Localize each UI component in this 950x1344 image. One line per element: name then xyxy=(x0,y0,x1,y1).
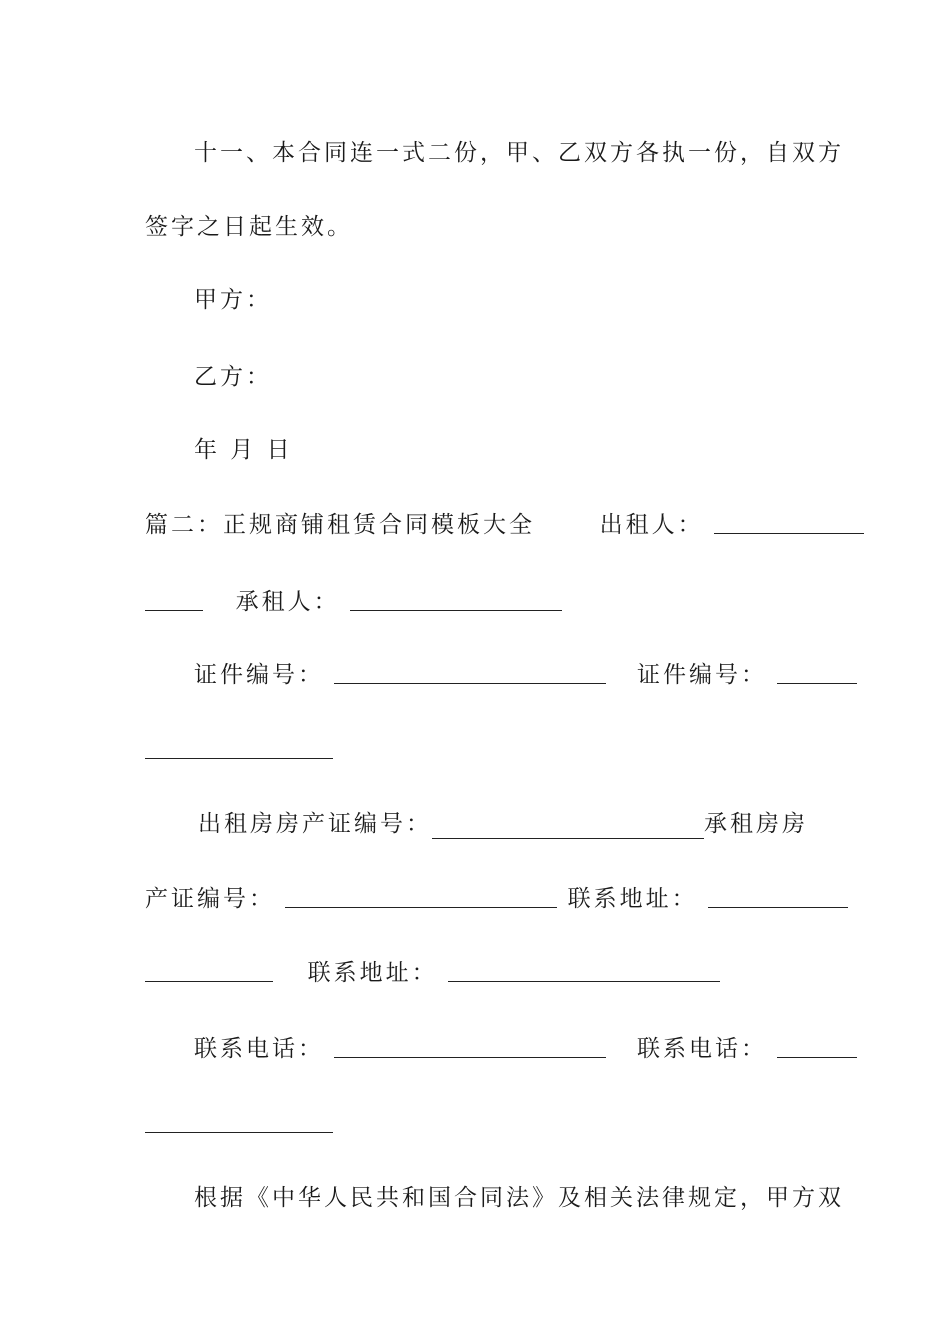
lessor-phone-label: 联系电话： xyxy=(194,1036,324,1062)
lessee-blank[interactable] xyxy=(350,586,562,611)
party-a-label: 甲方： xyxy=(194,287,272,313)
lessor-blank[interactable] xyxy=(714,509,864,534)
lessor-id-blank[interactable] xyxy=(334,659,606,684)
lessor-address-label: 联系地址： xyxy=(567,886,698,912)
legal-basis-line: 根据《中华人民共和国合同法》及相关法律规定，甲方双 xyxy=(194,1185,844,1211)
phone-line xyxy=(194,1029,805,1069)
lessee-label: 承租人： xyxy=(235,589,340,615)
lessee-cert-label-end: 产证编号： xyxy=(145,886,275,912)
cert-address-line xyxy=(145,879,805,919)
cert-number-line xyxy=(198,804,808,844)
phone-continued-line xyxy=(145,1104,805,1144)
clause-11-line-1: 十一、本合同连一式二份，甲、乙双方各执一份，自双方 xyxy=(194,140,844,166)
address-line-2 xyxy=(145,953,805,993)
lessor-address-blank[interactable] xyxy=(708,883,848,908)
lessee-phone-blank-continued[interactable] xyxy=(145,1108,333,1133)
lessee-id-label: 证件编号： xyxy=(636,662,767,688)
lessee-address-label: 联系地址： xyxy=(307,960,438,986)
lessee-address-blank[interactable] xyxy=(448,957,720,982)
lessee-id-blank-continued[interactable] xyxy=(145,734,333,759)
clause-11-line-2: 签字之日起生效。 xyxy=(145,214,353,240)
lessee-id-blank[interactable] xyxy=(777,659,857,684)
lessor-cert-label: 出租房房产证编号： xyxy=(198,811,432,837)
lessor-cert-blank[interactable] xyxy=(432,814,704,839)
lessee-cert-label-start: 承租房房 xyxy=(704,811,808,837)
lessee-line xyxy=(145,582,805,622)
lessor-phone-blank[interactable] xyxy=(334,1033,606,1058)
lessor-address-blank-continued[interactable] xyxy=(145,957,273,982)
lessor-id-label: 证件编号： xyxy=(194,662,324,688)
lessee-phone-label: 联系电话： xyxy=(636,1036,767,1062)
id-number-continued-line xyxy=(145,730,805,770)
section-2-title-line xyxy=(145,505,805,545)
date-line: 年 月 日 xyxy=(194,437,293,463)
lessee-cert-blank[interactable] xyxy=(285,883,557,908)
lessee-phone-blank[interactable] xyxy=(777,1033,857,1058)
section-2-title: 篇二：正规商铺租赁合同模板大全 xyxy=(145,512,535,538)
id-number-line xyxy=(194,655,805,695)
party-b-label: 乙方： xyxy=(194,364,272,390)
lessor-blank-continued[interactable] xyxy=(145,586,203,611)
lessor-label: 出租人： xyxy=(599,512,704,538)
